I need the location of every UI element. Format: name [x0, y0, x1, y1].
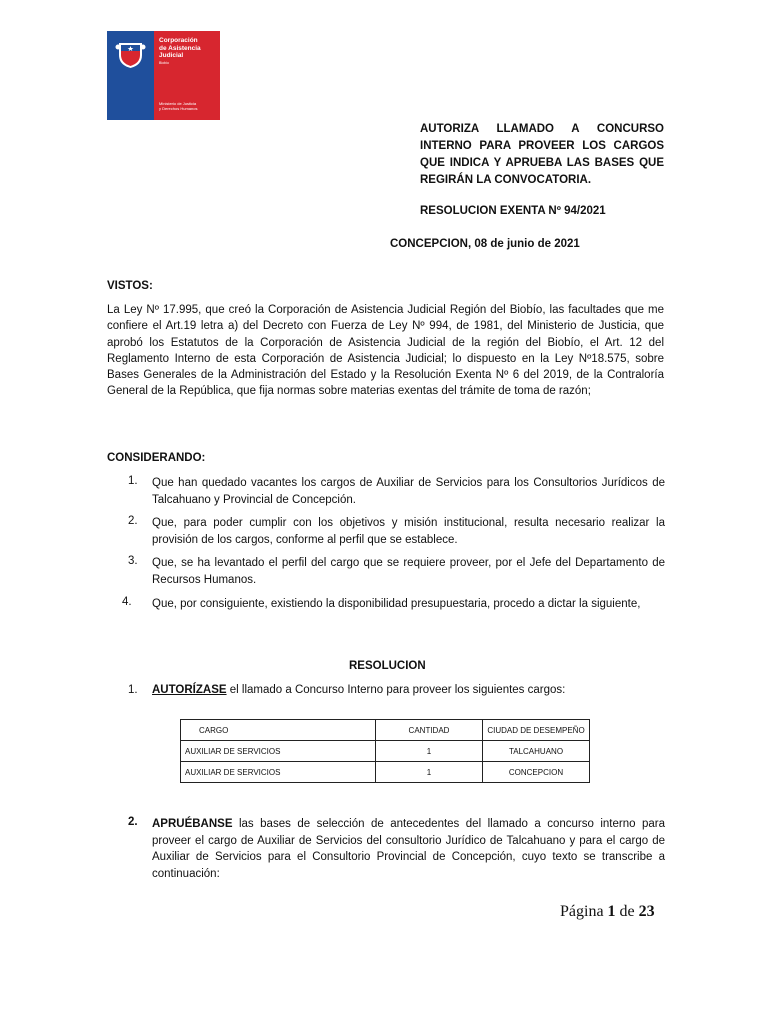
page-total: 23 — [638, 903, 655, 920]
document-title: AUTORIZA LLAMADO A CONCURSO INTERNO PARA PROVEER LOS CARGOS QUE INDICA Y APRUEBA LAS BASES QUE REGIRÁN LA CONVOCATORIA. — [420, 123, 664, 186]
table-row — [181, 741, 590, 762]
resolucion-item-2 — [152, 816, 665, 882]
apruebanse-keyword: APRUÉBANSE — [152, 818, 233, 830]
resolucion-num-2: 2. — [128, 816, 138, 828]
table-row — [181, 762, 590, 783]
coat-of-arms-icon — [115, 39, 146, 69]
logo-region: Biobío — [159, 61, 169, 65]
logo-line-1: Corporación — [159, 37, 198, 44]
logo-line-3: Judicial — [159, 52, 184, 59]
page-current: 1 — [607, 903, 616, 920]
autorizase-keyword: AUTORÍZASE — [152, 684, 227, 696]
logo-ministry-2: y Derechos Humanos — [159, 106, 198, 111]
considerando-num-3: 3. — [128, 555, 138, 567]
considerando-item-4: Que, por consiguiente, existiendo la disponibilidad presupuestaria, procedo a dictar la siguiente, — [152, 598, 641, 610]
logo-ministry-1: Ministerio de Justicia — [159, 101, 197, 106]
table-cell: AUXILIAR DE SERVICIOS — [181, 762, 376, 783]
table-cell: TALCAHUANO — [483, 741, 590, 762]
considerando-item-3: Que, se ha levantado el perfil del cargo que se requiere proveer, por el Jefe del Departamento de Recursos Humanos. — [152, 557, 665, 586]
resolucion-item-1-text: el llamado a Concurso Interno para proveer los siguientes cargos: — [226, 684, 566, 696]
considerando-item-1: Que han quedado vacantes los cargos de Auxiliar de Servicios para los Consultorios Jurídicos de Talcahuano y Provincial de Concepción. — [152, 477, 665, 506]
considerando-num-4: 4. — [122, 596, 132, 608]
resolucion-heading: RESOLUCION — [349, 660, 426, 672]
table-cell: CONCEPCION — [483, 762, 590, 783]
considerando-item-2: Que, para poder cumplir con los objetivos y misión institucional, resulta necesario realizar la provisión de los cargos, conforme al perfil que se establece. — [152, 517, 665, 546]
logo-line-2: de Asistencia — [159, 44, 201, 52]
considerando-num-2: 2. — [128, 515, 138, 527]
resolution-number: RESOLUCION EXENTA Nº 94/2021 — [420, 205, 606, 217]
table-header-cell: CANTIDAD — [376, 720, 483, 741]
table-header-cell: CIUDAD DE DESEMPEÑO — [483, 720, 590, 741]
page-word: Página — [560, 903, 604, 920]
vistos-paragraph: La Ley Nº 17.995, que creó la Corporación de Asistencia Judicial Región del Biobío, las facultades que me confiere el Art.19 letra a) del Decreto con Fuerza de Ley Nº 994, de 1981, del Ministerio de Justicia, que aprobó los Estatutos de la Corporación de Asistencia Judicial de la región del Biobío, el Art. 12 del Reglamento Interno de esta Corporación de Asistencia Judicial; lo dispuesto en la Ley Nº18.575, sobre Bases Generales de la Administración del Estado y la Resolución Exenta Nº 6 del 2019, de la Contraloría General de la República, que fija normas sobre materias exentas del trámite de toma de razón; — [107, 304, 664, 398]
table-header-row — [181, 720, 590, 741]
table-cell: 1 — [376, 762, 483, 783]
institution-logo — [107, 31, 220, 120]
page-number-footer — [560, 903, 655, 921]
table-header-cell: CARGO — [181, 720, 376, 741]
table-cell: 1 — [376, 741, 483, 762]
considerando-heading: CONSIDERANDO: — [107, 452, 206, 464]
city-date: CONCEPCION, 08 de junio de 2021 — [390, 238, 580, 250]
table-cell: AUXILIAR DE SERVICIOS — [181, 741, 376, 762]
page-of-word: de — [619, 903, 635, 920]
positions-table — [180, 719, 590, 783]
resolucion-item-2-text: las bases de selección de antecedentes del llamado a concurso interno para proveer el cargo de Auxiliar de Servicios del consultorio Jurídico de Talcahuano y para el cargo de Auxiliar de Servicios para el Consultorio Provincial de Concepción, cuyo texto se transcribe a continuación: — [152, 818, 665, 880]
resolucion-num-1: 1. — [128, 684, 138, 696]
considerando-num-1: 1. — [128, 475, 138, 487]
resolucion-item-1 — [152, 684, 565, 696]
vistos-heading: VISTOS: — [107, 280, 153, 292]
